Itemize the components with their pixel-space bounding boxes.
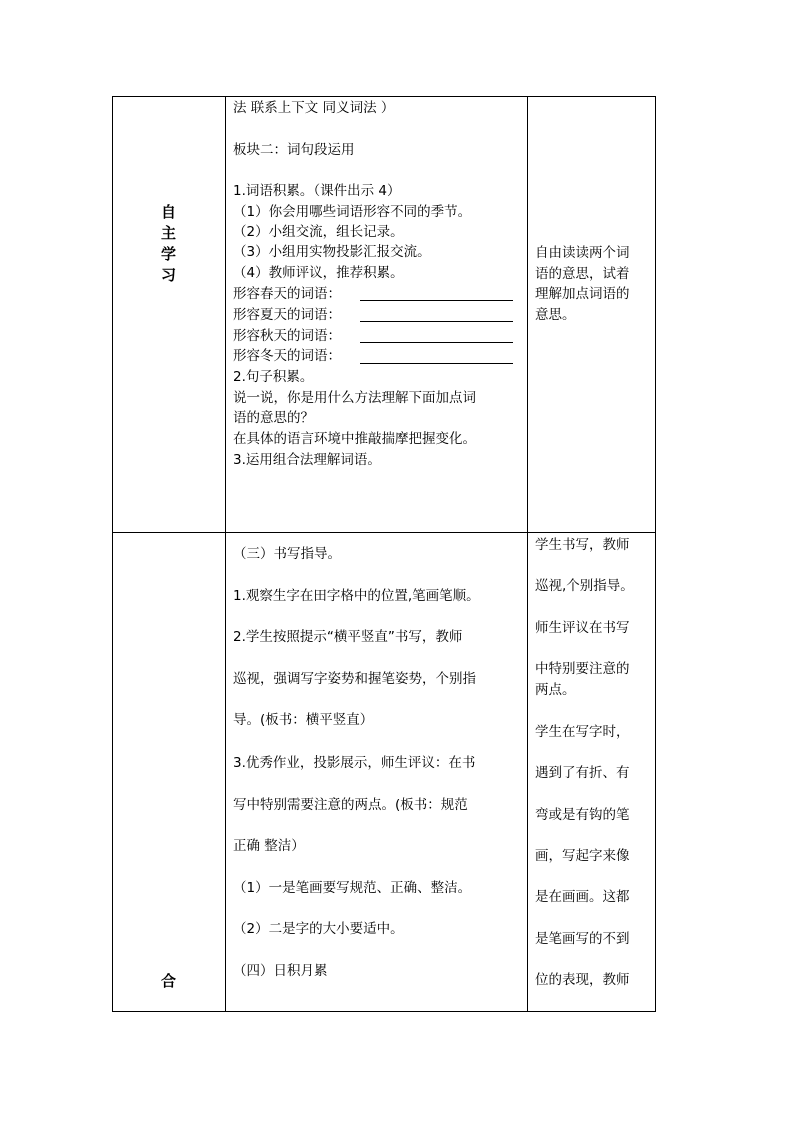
fill-in-label: 形容冬天的词语： — [233, 348, 341, 364]
content-line: 板块二：词句段运用 — [233, 142, 355, 158]
note-line: 语的意思，试着 — [535, 266, 630, 282]
row1-label-char: 自 — [161, 203, 177, 221]
content-line: 2.学生按照提示“横平竖直”书写，教师 — [233, 629, 463, 645]
content-line: 1.词语积累。（课件出示 4） — [233, 183, 401, 199]
fill-in-blank — [360, 300, 513, 301]
note-line: 理解加点词语的 — [535, 286, 630, 302]
note-line: 遇到了有折、有 — [535, 765, 630, 781]
row1-label-char: 学 — [161, 245, 177, 263]
content-line: 写中特别需要注意的两点。(板书：规范 — [233, 797, 468, 813]
content-line: 1.观察生字在田字格中的位置,笔画笔顺。 — [233, 588, 480, 604]
note-line: 学生在写字时， — [535, 724, 630, 740]
note-line: 两点。 — [535, 682, 576, 698]
table-left-border — [112, 96, 113, 1012]
content-line: 3.运用组合法理解词语。 — [233, 452, 381, 468]
content-line: 2.句子积累。 — [233, 369, 314, 385]
content-line: （2）二是字的大小要适中。 — [233, 921, 404, 937]
note-line: 意思。 — [535, 307, 576, 323]
content-line: 巡视，强调写字姿势和握笔姿势，个别指 — [233, 671, 476, 687]
fill-in-blank — [360, 342, 513, 343]
content-line: 法 联系上下文 同义词法 ） — [233, 100, 395, 116]
note-line: 中特别要注意的 — [535, 661, 630, 677]
note-line: 师生评议在书写 — [535, 620, 630, 636]
content-line: （三）书写指导。 — [233, 546, 341, 562]
row2-label: 合 — [161, 972, 177, 990]
content-line: 说一说，你是用什么方法理解下面加点词 — [233, 390, 476, 406]
fill-in-blank — [360, 363, 513, 364]
note-line: 弯或是有钩的笔 — [535, 807, 630, 823]
content-line: （2）小组交流，组长记录。 — [233, 224, 404, 240]
row1-label-char: 习 — [161, 266, 177, 284]
content-line: （4）教师评议，推荐积累。 — [233, 265, 404, 281]
note-line: 是笔画写的不到 — [535, 931, 630, 947]
row-divider — [112, 532, 656, 533]
note-line: 巡视,个别指导。 — [535, 578, 634, 594]
column-divider-1 — [225, 96, 226, 1012]
content-line: 正确 整洁） — [233, 838, 305, 854]
content-line: 在具体的语言环境中推敲揣摩把握变化。 — [233, 431, 476, 447]
note-line: 画，写起字来像 — [535, 848, 630, 864]
row1-label-char: 主 — [161, 224, 177, 242]
note-line: 位的表现，教师 — [535, 972, 630, 988]
fill-in-label: 形容春天的词语： — [233, 286, 341, 302]
note-line: 是在画画。这都 — [535, 889, 630, 905]
note-line: 自由读读两个词 — [535, 245, 630, 261]
content-line: 导。(板书：横平竖直） — [233, 712, 374, 728]
note-line: 学生书写，教师 — [535, 537, 630, 553]
content-line: （1）你会用哪些词语形容不同的季节。 — [233, 204, 472, 220]
content-line: （3）小组用实物投影汇报交流。 — [233, 244, 431, 260]
fill-in-label: 形容秋天的词语： — [233, 328, 341, 344]
content-line: 3.优秀作业，投影展示，师生评议：在书 — [233, 755, 476, 771]
fill-in-label: 形容夏天的词语： — [233, 307, 341, 323]
table-bottom-border — [112, 1011, 656, 1012]
fill-in-blank — [360, 321, 513, 322]
content-line: （1）一是笔画要写规范、正确、整洁。 — [233, 880, 472, 896]
content-line: 语的意思的？ — [233, 410, 314, 426]
table-top-border — [112, 96, 656, 97]
table-right-border — [655, 96, 656, 1012]
content-line: （四）日积月累 — [233, 963, 328, 979]
column-divider-2 — [527, 96, 528, 1012]
